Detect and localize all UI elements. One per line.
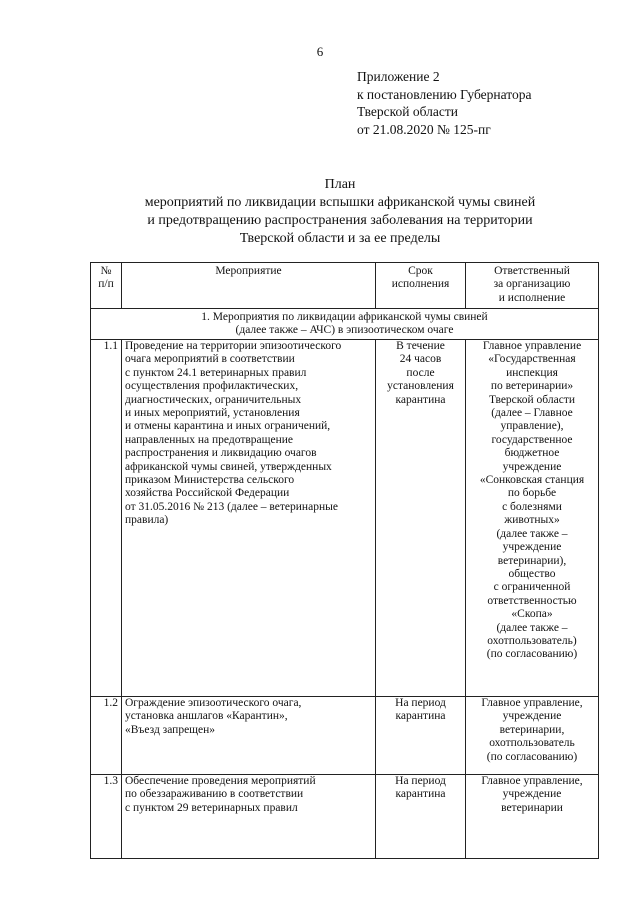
row-num: 1.1 [91, 340, 122, 697]
text-line: ветеринарии), [497, 554, 567, 567]
text-line: «Скопа» [511, 608, 553, 621]
text-line: Ограждение эпизоотического очага, [125, 697, 302, 709]
text-line: ответственностью [487, 594, 577, 607]
text-line: Главное управление [482, 340, 582, 352]
text-line: (по согласованию) [486, 750, 578, 763]
text-line: инспекция [506, 366, 558, 379]
text-line: (далее – Главное [491, 407, 573, 420]
text-line: с пунктом 24.1 ветеринарных правил [125, 366, 307, 379]
text-line: от 31.05.2016 № 213 (далее – ветеринарные [125, 500, 338, 513]
text-line: общество [508, 567, 556, 580]
text-line: Главное управление, [481, 775, 583, 787]
text-line: (далее также – [496, 527, 568, 540]
text-line: В течение [396, 340, 445, 352]
annex-line: Тверской области [357, 104, 458, 119]
title-line: и предотвращению распространения заболевания на территории [147, 213, 533, 228]
title-line: мероприятий по ликвидации вспышки африканской чумы свиней [144, 195, 536, 210]
text-line: учреждение [502, 460, 562, 473]
text-line: после [406, 366, 435, 379]
title-line: План [324, 177, 356, 192]
header-measure [122, 263, 376, 309]
text-line: карантина [395, 393, 446, 406]
text-line: очага мероприятий в соответствии [125, 353, 295, 366]
annex-line: Приложение 2 [357, 69, 440, 84]
table-section-row [91, 309, 599, 340]
text-line: 1. Мероприятия по ликвидации африканской чумы свиней [201, 311, 488, 323]
text-line: по ветеринарии» [490, 380, 574, 393]
row-measure [122, 340, 376, 697]
row-responsible [466, 697, 599, 775]
text-line: «Государственная [488, 353, 576, 366]
title-line: Тверской области и за ее пределы [239, 231, 441, 246]
text-line: Ответственный [494, 265, 570, 277]
text-line: установления [387, 380, 454, 393]
text-line: На период [395, 775, 446, 787]
text-line: (по согласованию) [486, 648, 578, 661]
text-line: Срок [408, 265, 433, 277]
text-line: ветеринарии, [499, 723, 565, 736]
text-line: охотпользователь) [487, 634, 577, 647]
text-line: 24 часов [399, 353, 442, 366]
document-title [95, 176, 585, 248]
text-line: (далее также – [496, 621, 568, 634]
text-line: по борьбе [507, 487, 557, 500]
table-row [91, 340, 599, 697]
row-measure [122, 697, 376, 775]
text-line: На период [395, 697, 446, 709]
text-line: с болезнями [502, 500, 562, 513]
text-line: «Сонковская станция [479, 474, 585, 487]
text-line: управление), [500, 420, 564, 433]
table-row [91, 775, 599, 859]
row-num: 1.2 [91, 697, 122, 775]
text-line: учреждение [502, 541, 562, 554]
row-num: 1.3 [91, 775, 122, 859]
text-line: животных» [504, 514, 560, 527]
table-header-row [91, 263, 599, 309]
text-line: хозяйства Российской Федерации [125, 487, 290, 500]
text-line: по обеззараживанию в соответствии [125, 788, 304, 801]
text-line: осуществления профилактических, [125, 380, 299, 393]
annex-line: от 21.08.2020 № 125-пг [357, 121, 491, 137]
text-line: распространения и ликвидацию очагов [125, 447, 317, 460]
row-deadline [376, 697, 466, 775]
text-line: карантина [395, 710, 446, 723]
row-responsible [466, 775, 599, 859]
text-line: ветеринарии [501, 801, 563, 814]
text-line: (далее также – АЧС) в эпизоотическом очаге [235, 324, 454, 337]
annex-line: к постановлению Губернатора [357, 86, 532, 102]
row-deadline [376, 340, 466, 697]
row-measure [122, 775, 376, 859]
text-line: и иных мероприятий, установления [125, 407, 300, 420]
text-line: № [100, 265, 112, 277]
text-line: Главное управление, [481, 697, 583, 709]
text-line: Обеспечение проведения мероприятий [125, 775, 316, 787]
header-responsible [466, 263, 599, 309]
text-line: п/п [98, 278, 114, 291]
text-line: Мероприятие [215, 265, 282, 277]
text-line: установка аншлагов «Карантин», [125, 710, 288, 723]
text-line: государственное [491, 433, 573, 446]
section-title [91, 309, 599, 340]
page-number: 6 [316, 44, 324, 59]
text-line: учреждение [502, 710, 562, 723]
annex-block [357, 68, 531, 138]
table-row [91, 697, 599, 775]
text-line: «Въезд запрещен» [125, 723, 216, 736]
text-line: направленных на предотвращение [125, 433, 294, 446]
text-line: с пунктом 29 ветеринарных правил [125, 801, 298, 814]
text-line: бюджетное [504, 447, 560, 460]
text-line: и отмены карантина и иных ограничений, [125, 420, 331, 433]
text-line: Проведение на территории эпизоотического [125, 340, 342, 352]
text-line: и исполнение [498, 291, 566, 304]
text-line: с ограниченной [493, 581, 571, 594]
text-line: африканской чумы свиней, утвержденных [125, 460, 332, 473]
plan-table [90, 262, 599, 859]
header-num [91, 263, 122, 309]
text-line: карантина [395, 788, 446, 801]
text-line: за организацию [493, 278, 571, 291]
header-deadline [376, 263, 466, 309]
text-line: исполнения [391, 278, 450, 291]
text-line: приказом Министерства сельского [125, 474, 295, 487]
text-line: правила) [125, 514, 169, 527]
text-line: Тверской области [489, 393, 575, 406]
row-deadline [376, 775, 466, 859]
text-line: учреждение [502, 788, 562, 801]
text-line: диагностических, ограничительных [125, 393, 302, 406]
text-line: охотпользователь [489, 737, 575, 750]
row-responsible [466, 340, 599, 697]
